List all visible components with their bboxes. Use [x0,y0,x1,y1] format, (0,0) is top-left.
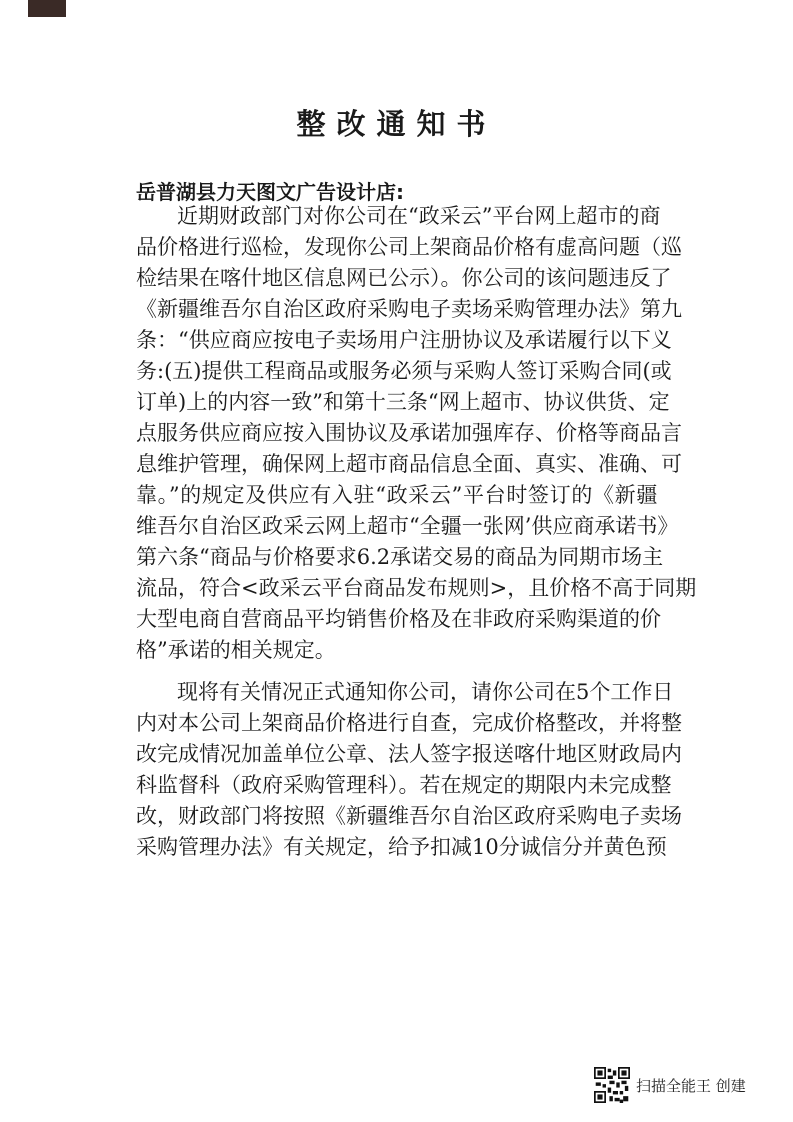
body-line: 采购管理办法》有关规定，给予扣减10分诚信分并黄色预 [136,835,667,859]
body-line: 检结果在喀什地区信息网已公示）。你公司的该问题违反了 [136,266,672,290]
body-line: 近期财政部门对你公司在“政采云”平台网上超市的商 [177,204,661,228]
body-line: 条：“供应商应按电子卖场用户注册协议及承诺履行以下义 [136,328,672,352]
body-line: 第六条“商品与价格要求6.2承诺交易的商品为同期市场主 [136,545,664,569]
scan-corner-mark [28,0,66,17]
scanner-watermark [594,1067,746,1103]
body-line: 科监督科（政府采购管理科）。若在规定的期限内未完成整 [136,773,672,797]
body-line: 内对本公司上架商品价格进行自查，完成价格整改，并将整 [136,711,682,735]
body-line: 大型电商自营商品平均销售价格及在非政府采购渠道的价 [136,607,661,631]
body-line: 改完成情况加盖单位公章、法人签字报送喀什地区财政局内 [136,742,682,766]
body-line: 格”承诺的相关规定。 [136,638,336,662]
body-line: 息维护管理，确保网上超市商品信息全面、真实、准确、可 [136,452,682,476]
body-line: 点服务供应商应按入围协议及承诺加强库存、价格等商品言 [136,421,682,445]
body-line: 《新疆维吾尔自治区政府采购电子卖场采购管理办法》第九 [136,297,682,321]
body-line: 现将有关情况正式通知你公司，请你公司在5个工作日 [177,680,674,704]
body-line: 流品，符合<政采云平台商品发布规则>，且价格不高于同期 [136,576,697,600]
scanner-watermark-label: 扫描全能王 创建 [636,1076,746,1095]
body-line: 改，财政部门将按照《新疆维吾尔自治区政府采购电子卖场 [136,804,682,828]
body-line: 品价格进行巡检，发现你公司上架商品价格有虚高问题（巡 [136,235,682,259]
body-line: 订单)上的内容一致”和第十三条“网上超市、协议供货、定 [136,390,670,414]
addressee: 岳普湖县力天图文广告设计店: [136,180,404,204]
body-line: 务:(五)提供工程商品或服务必须与采购人签订采购合同(或 [136,359,672,383]
body-line: 靠。”的规定及供应有入驻“政采云”平台时签订的《新疆 [136,483,658,507]
document-title: 整改通知书 [296,107,497,141]
qr-code-icon [594,1067,630,1103]
body-line: 维吾尔自治区政采云网上超市“全疆一张网’供应商承诺书》 [136,514,679,538]
